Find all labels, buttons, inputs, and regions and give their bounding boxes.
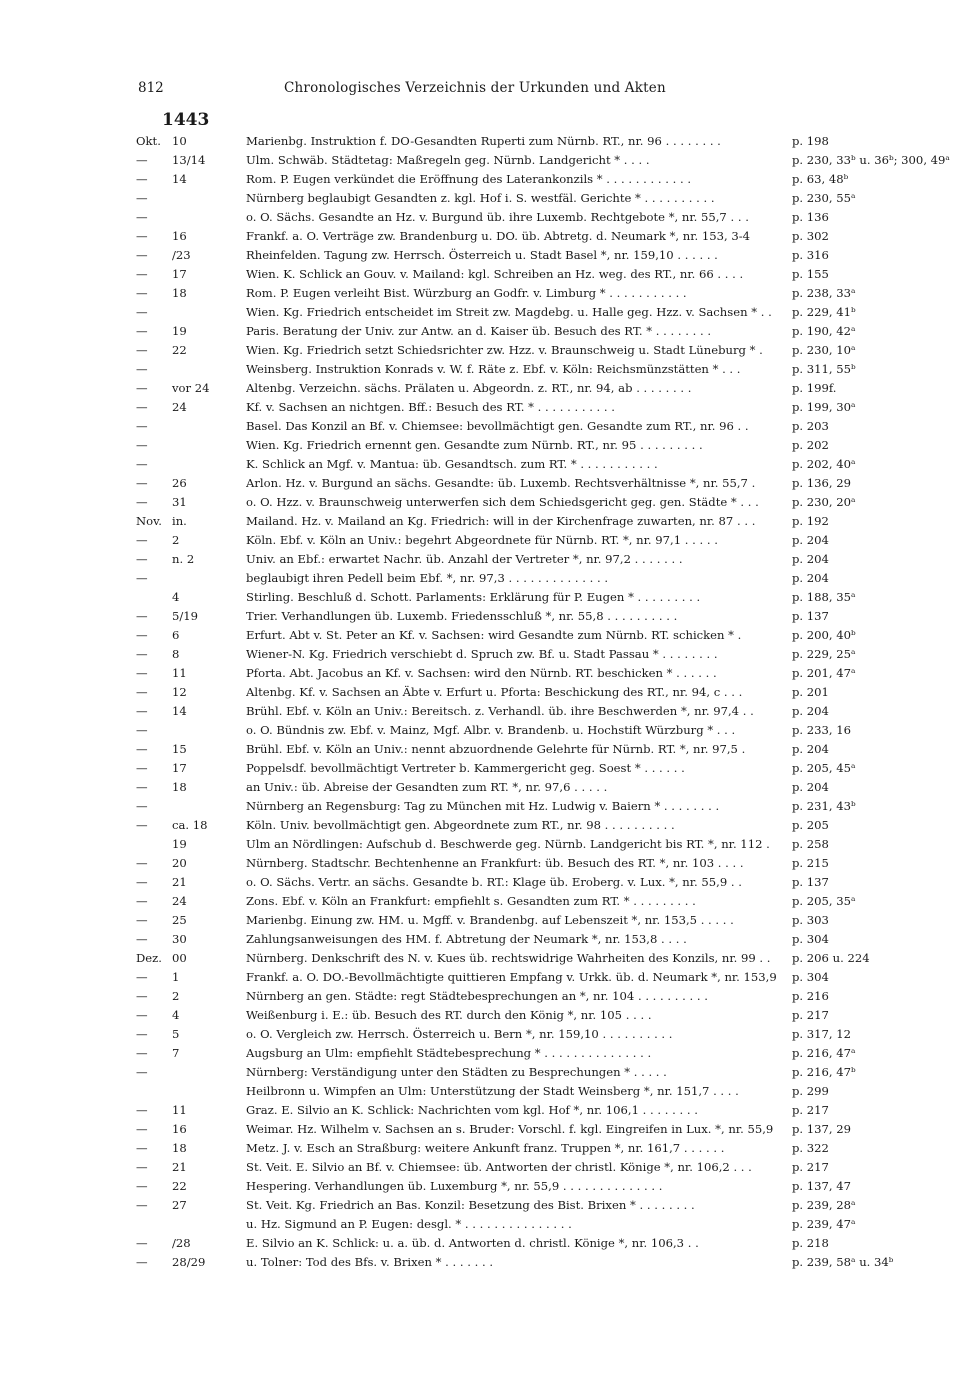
entry-page-ref: p. 155	[792, 267, 829, 281]
entry-page-ref: p. 317, 12	[792, 1027, 852, 1041]
entry-day: in.	[172, 514, 187, 528]
entry-text: Stirling. Beschluß d. Schott. Parlaments: Erklärung für P. Eugen * . . . . . . . . .	[246, 590, 701, 604]
entry-page-ref: p. 218	[792, 1236, 829, 1250]
entry-page-ref: p. 302	[792, 229, 829, 243]
entry-month: —	[136, 856, 148, 870]
entry-text: Weimar. Hz. Wilhelm v. Sachsen an s. Bruder: Vorschl. f. kgl. Eingreifen in Lux. *, nr. 55,9	[246, 1122, 774, 1136]
entry-month: Nov.	[136, 514, 162, 528]
entry-row	[136, 246, 876, 265]
entry-text: Trier. Verhandlungen üb. Luxemb. Friedensschluß *, nr. 55,8 . . . . . . . . . .	[246, 609, 678, 623]
running-title: Chronologisches Verzeichnis der Urkunden und Akten	[284, 80, 666, 96]
entry-row	[136, 816, 876, 835]
entry-text: Wien. Kg. Friedrich ernennt gen. Gesandte zum Nürnb. RT., nr. 95 . . . . . . . . .	[246, 438, 703, 452]
entry-month: —	[136, 989, 148, 1003]
entry-row	[136, 436, 876, 455]
entry-row	[136, 740, 876, 759]
entry-row	[136, 1120, 876, 1139]
entry-page-ref: p. 215	[792, 856, 829, 870]
entry-page-ref: p. 258	[792, 837, 829, 851]
entry-text: Poppelsdf. bevollmächtigt Vertreter b. Kammergericht geg. Soest * . . . . . .	[246, 761, 685, 775]
entry-page-ref: p. 199f.	[792, 381, 837, 395]
entry-row	[136, 626, 876, 645]
entry-page-ref: p. 238, 33ᵃ	[792, 286, 856, 300]
entry-page-ref: p. 198	[792, 134, 829, 148]
entry-row	[136, 930, 876, 949]
entry-page-ref: p. 136	[792, 210, 829, 224]
entry-text: St. Veit. Kg. Friedrich an Bas. Konzil: Besetzung des Bist. Brixen * . . . . . . . .	[246, 1198, 695, 1212]
entry-month: —	[136, 1179, 148, 1193]
entry-text: Univ. an Ebf.: erwartet Nachr. üb. Anzahl der Vertreter *, nr. 97,2 . . . . . . .	[246, 552, 683, 566]
entry-day: 15	[172, 742, 187, 756]
entry-text: E. Silvio an K. Schlick: u. a. üb. d. Antworten d. christl. Könige *, nr. 106,3 . .	[246, 1236, 699, 1250]
entry-page-ref: p. 204	[792, 533, 829, 547]
entry-row	[136, 1158, 876, 1177]
entry-row	[136, 569, 876, 588]
entry-month: —	[136, 1065, 148, 1079]
entry-text: Augsburg an Ulm: empfiehlt Städtebesprechung * . . . . . . . . . . . . . . .	[246, 1046, 652, 1060]
entry-page-ref: p. 304	[792, 970, 829, 984]
entry-text: Mailand. Hz. v. Mailand an Kg. Friedrich: will in der Kirchenfrage zuwarten, nr. 87 . . .	[246, 514, 756, 528]
entry-row	[136, 531, 876, 550]
entry-day: ca. 18	[172, 818, 208, 832]
entry-page-ref: p. 137, 29	[792, 1122, 852, 1136]
entry-day: 17	[172, 761, 187, 775]
entry-text: Rom. P. Eugen verkündet die Eröffnung des Laterankonzils * . . . . . . . . . . . .	[246, 172, 692, 186]
entry-page-ref: p. 216	[792, 989, 829, 1003]
entry-text: Rom. P. Eugen verleiht Bist. Würzburg an Godfr. v. Limburg * . . . . . . . . . . .	[246, 286, 687, 300]
entry-day: 5/19	[172, 609, 199, 623]
entry-day: 16	[172, 229, 187, 243]
entry-text: Kf. v. Sachsen an nichtgen. Bff.: Besuch des RT. * . . . . . . . . . . .	[246, 400, 615, 414]
entry-row	[136, 892, 876, 911]
entry-day: 28/29	[172, 1255, 206, 1269]
entry-page-ref: p. 316	[792, 248, 829, 262]
entry-list	[136, 132, 950, 1272]
entry-row	[136, 797, 876, 816]
year-heading: 1443	[162, 110, 210, 130]
entry-month: Okt.	[136, 134, 161, 148]
entry-text: St. Veit. E. Silvio an Bf. v. Chiemsee: üb. Antworten der christl. Könige *, nr. 106,2 . . .	[246, 1160, 752, 1174]
entry-month: —	[136, 476, 148, 490]
entry-month: —	[136, 723, 148, 737]
entry-month: —	[136, 1046, 148, 1060]
entry-text: o. O. Sächs. Gesandte an Hz. v. Burgund üb. ihre Luxemb. Rechtgebote *, nr. 55,7 . . .	[246, 210, 749, 224]
entry-text: Nürnberg an Regensburg: Tag zu München mit Hz. Ludwig v. Baiern * . . . . . . . .	[246, 799, 720, 813]
entry-row	[136, 417, 876, 436]
entry-day: 18	[172, 286, 187, 300]
entry-page-ref: p. 190, 42ᵃ	[792, 324, 856, 338]
entry-text: Wien. K. Schlick an Gouv. v. Mailand: kgl. Schreiben an Hz. weg. des RT., nr. 66 . . . .	[246, 267, 744, 281]
entry-text: Nürnberg. Stadtschr. Bechtenhenne an Frankfurt: üb. Besuch des RT. *, nr. 103 . . . .	[246, 856, 744, 870]
entry-row	[136, 379, 876, 398]
entry-page-ref: p. 203	[792, 419, 829, 433]
entry-row	[136, 835, 876, 854]
entry-text: Brühl. Ebf. v. Köln an Univ.: Bereitsch. z. Verhandl. üb. ihre Beschwerden *, nr. 97,4 . .	[246, 704, 754, 718]
entry-page-ref: p. 137, 47	[792, 1179, 852, 1193]
entry-row	[136, 265, 876, 284]
entry-month: —	[136, 1255, 148, 1269]
entry-text: Graz. E. Silvio an K. Schlick: Nachrichten vom kgl. Hof *, nr. 106,1 . . . . . . . .	[246, 1103, 698, 1117]
entry-row	[136, 683, 876, 702]
entry-text: Zons. Ebf. v. Köln an Frankfurt: empfiehlt s. Gesandten zum RT. * . . . . . . . . .	[246, 894, 696, 908]
entry-month: —	[136, 1198, 148, 1212]
entry-row	[136, 854, 876, 873]
entry-text: Nürnberg beglaubigt Gesandten z. kgl. Hof i. S. westfäl. Gerichte * . . . . . . . . . .	[246, 191, 715, 205]
entry-text: Pforta. Abt. Jacobus an Kf. v. Sachsen: wird den Nürnb. RT. beschicken * . . . . . .	[246, 666, 717, 680]
entry-text: Frankf. a. O. Verträge zw. Brandenburg u. DO. üb. Abtretg. d. Neumark *, nr. 153, 3-4	[246, 229, 751, 243]
entry-month: Dez.	[136, 951, 162, 965]
entry-page-ref: p. 230, 33ᵇ u. 36ᵇ; 300, 49ᵃ	[792, 153, 950, 167]
entry-day: 11	[172, 1103, 187, 1117]
entry-month: —	[136, 191, 148, 205]
entry-row	[136, 398, 876, 417]
entry-day: 1	[172, 970, 180, 984]
entry-day: 24	[172, 894, 187, 908]
entry-row	[136, 1082, 876, 1101]
entry-page-ref: p. 205	[792, 818, 829, 832]
entry-row	[136, 132, 876, 151]
entry-row	[136, 151, 950, 170]
entry-page-ref: p. 233, 16	[792, 723, 852, 737]
entry-month: —	[136, 267, 148, 281]
entry-text: Weißenburg i. E.: üb. Besuch des RT. durch den König *, nr. 105 . . . .	[246, 1008, 652, 1022]
entry-month: —	[136, 419, 148, 433]
entry-day: 00	[172, 951, 187, 965]
entry-text: Brühl. Ebf. v. Köln an Univ.: nennt abzuordnende Gelehrte für Nürnb. RT. *, nr. 97,5 .	[246, 742, 746, 756]
entry-day: 4	[172, 1008, 180, 1022]
entry-day: 21	[172, 875, 187, 889]
entry-day: 10	[172, 134, 187, 148]
entry-day: 6	[172, 628, 180, 642]
entry-text: Paris. Beratung der Univ. zur Antw. an d. Kaiser üb. Besuch des RT. * . . . . . . . .	[246, 324, 711, 338]
entry-day: 4	[172, 590, 180, 604]
entry-month: —	[136, 818, 148, 832]
entry-row	[136, 341, 876, 360]
entry-page-ref: p. 202, 40ᵃ	[792, 457, 856, 471]
entry-text: an Univ.: üb. Abreise der Gesandten zum RT. *, nr. 97,6 . . . . .	[246, 780, 608, 794]
entry-text: Marienbg. Instruktion f. DO-Gesandten Ruperti zum Nürnb. RT., nr. 96 . . . . . . . .	[246, 134, 721, 148]
entry-text: u. Tolner: Tod des Bfs. v. Brixen * . . . . . . .	[246, 1255, 494, 1269]
entry-day: /28	[172, 1236, 191, 1250]
entry-page-ref: p. 204	[792, 742, 829, 756]
entry-day: 31	[172, 495, 187, 509]
entry-text: Basel. Das Konzil an Bf. v. Chiemsee: bevollmächtigt gen. Gesandte zum RT., nr. 96 . .	[246, 419, 749, 433]
entry-month: —	[136, 894, 148, 908]
entry-page-ref: p. 217	[792, 1160, 829, 1174]
entry-month: —	[136, 799, 148, 813]
entry-row	[136, 759, 876, 778]
entry-text: o. O. Hzz. v. Braunschweig unterwerfen sich dem Schiedsgericht geg. gen. Städte * . . .	[246, 495, 759, 509]
entry-text: Weinsberg. Instruktion Konrads v. W. f. Räte z. Ebf. v. Köln: Reichsmünzstätten * . . .	[246, 362, 741, 376]
entry-page-ref: p. 311, 55ᵇ	[792, 362, 856, 376]
entry-row	[136, 588, 876, 607]
entry-month: —	[136, 666, 148, 680]
entry-month: —	[136, 381, 148, 395]
entry-row	[136, 664, 876, 683]
entry-month: —	[136, 438, 148, 452]
entry-month: —	[136, 552, 148, 566]
entry-text: Köln. Ebf. v. Köln an Univ.: begehrt Abgeordnete für Nürnb. RT. *, nr. 97,1 . . . . .	[246, 533, 718, 547]
entry-text: Arlon. Hz. v. Burgund an sächs. Gesandte: üb. Luxemb. Rechtsverhältnisse *, nr. 55,7 .	[246, 476, 756, 490]
entry-row	[136, 227, 876, 246]
entry-text: K. Schlick an Mgf. v. Mantua: üb. Gesandtsch. zum RT. * . . . . . . . . . . .	[246, 457, 658, 471]
entry-month: —	[136, 324, 148, 338]
entry-day: vor 24	[172, 381, 210, 395]
entry-month: —	[136, 742, 148, 756]
entry-day: 2	[172, 533, 180, 547]
entry-page-ref: p. 136, 29	[792, 476, 852, 490]
entry-day: 13/14	[172, 153, 206, 167]
entry-day: 21	[172, 1160, 187, 1174]
entry-page-ref: p. 188, 35ᵃ	[792, 590, 856, 604]
entry-month: —	[136, 647, 148, 661]
entry-page-ref: p. 204	[792, 571, 829, 585]
entry-row	[136, 607, 876, 626]
entry-day: 18	[172, 780, 187, 794]
entry-page-ref: p. 199, 30ᵃ	[792, 400, 856, 414]
entry-row	[136, 949, 876, 968]
entry-row	[136, 360, 876, 379]
entry-text: o. O. Sächs. Vertr. an sächs. Gesandte b. RT.: Klage üb. Eroberg. v. Lux. *, nr. 55,9 . .	[246, 875, 742, 889]
entry-page-ref: p. 299	[792, 1084, 829, 1098]
entry-page-ref: p. 63, 48ᵇ	[792, 172, 849, 186]
page-number: 812	[138, 80, 164, 96]
entry-page-ref: p. 202	[792, 438, 829, 452]
entry-month: —	[136, 1122, 148, 1136]
entry-month: —	[136, 1103, 148, 1117]
entry-row	[136, 550, 876, 569]
entry-row	[136, 1044, 876, 1063]
entry-text: Hespering. Verhandlungen üb. Luxemburg *, nr. 55,9 . . . . . . . . . . . . . .	[246, 1179, 663, 1193]
entry-month: —	[136, 1236, 148, 1250]
entry-month: —	[136, 932, 148, 946]
entry-row	[136, 873, 876, 892]
entry-month: —	[136, 970, 148, 984]
entry-month: —	[136, 457, 148, 471]
entry-day: 14	[172, 704, 187, 718]
entry-text: Nürnberg: Verständigung unter den Städten zu Besprechungen * . . . . .	[246, 1065, 667, 1079]
entry-page-ref: p. 239, 28ᵃ	[792, 1198, 856, 1212]
entry-page-ref: p. 231, 43ᵇ	[792, 799, 856, 813]
entry-text: Zahlungsanweisungen des HM. f. Abtretung der Neumark *, nr. 153,8 . . . .	[246, 932, 687, 946]
entry-month: —	[136, 780, 148, 794]
entry-page-ref: p. 230, 10ᵃ	[792, 343, 856, 357]
entry-month: —	[136, 400, 148, 414]
entry-row	[136, 303, 876, 322]
entry-text: beglaubigt ihren Pedell beim Ebf. *, nr. 97,3 . . . . . . . . . . . . . .	[246, 571, 609, 585]
entry-text: Wien. Kg. Friedrich setzt Schiedsrichter zw. Hzz. v. Braunschweig u. Stadt Lüneburg * .	[246, 343, 763, 357]
entry-page-ref: p. 303	[792, 913, 829, 927]
entry-row	[136, 1177, 876, 1196]
entry-text: Ulm. Schwäb. Städtetag: Maßregeln geg. Nürnb. Landgericht * . . . .	[246, 153, 650, 167]
entry-month: —	[136, 305, 148, 319]
entry-text: Nürnberg an gen. Städte: regt Städtebesprechungen an *, nr. 104 . . . . . . . . . .	[246, 989, 708, 1003]
entry-row	[136, 1063, 876, 1082]
entry-day: 30	[172, 932, 187, 946]
entry-day: 20	[172, 856, 187, 870]
entry-page-ref: p. 204	[792, 780, 829, 794]
entry-page-ref: p. 137	[792, 875, 829, 889]
entry-day: 2	[172, 989, 180, 1003]
entry-day: 16	[172, 1122, 187, 1136]
entry-page-ref: p. 217	[792, 1008, 829, 1022]
entry-row	[136, 474, 876, 493]
entry-text: Wien. Kg. Friedrich entscheidet im Streit zw. Magdebg. u. Halle geg. Hzz. v. Sachsen * . .	[246, 305, 772, 319]
entry-month: —	[136, 1008, 148, 1022]
entry-page-ref: p. 217	[792, 1103, 829, 1117]
entry-month: —	[136, 210, 148, 224]
page-header	[138, 80, 718, 98]
entry-day: 22	[172, 1179, 187, 1193]
entry-page-ref: p. 304	[792, 932, 829, 946]
entry-text: Heilbronn u. Wimpfen an Ulm: Unterstützung der Stadt Weinsberg *, nr. 151,7 . . . .	[246, 1084, 739, 1098]
entry-row	[136, 512, 876, 531]
entry-text: Frankf. a. O. DO.-Bevollmächtigte quittieren Empfang v. Urkk. üb. d. Neumark *, nr. 153,9	[246, 970, 777, 984]
entry-page-ref: p. 216, 47ᵃ	[792, 1046, 856, 1060]
entry-month: —	[136, 343, 148, 357]
entry-page-ref: p. 137	[792, 609, 829, 623]
entry-day: 24	[172, 400, 187, 414]
entry-day: 22	[172, 343, 187, 357]
entry-day: 26	[172, 476, 187, 490]
entry-month: —	[136, 495, 148, 509]
entry-day: 19	[172, 837, 187, 851]
entry-row	[136, 1234, 876, 1253]
entry-month: —	[136, 153, 148, 167]
entry-text: o. O. Vergleich zw. Herrsch. Österreich u. Bern *, nr. 159,10 . . . . . . . . . .	[246, 1027, 673, 1041]
entry-page-ref: p. 216, 47ᵇ	[792, 1065, 856, 1079]
entry-page-ref: p. 204	[792, 552, 829, 566]
entry-page-ref: p. 230, 20ᵃ	[792, 495, 856, 509]
entry-day: n. 2	[172, 552, 195, 566]
entry-text: Ulm an Nördlingen: Aufschub d. Beschwerde geg. Nürnb. Landgericht bis RT. *, nr. 112 .	[246, 837, 770, 851]
entry-row	[136, 284, 876, 303]
entry-page-ref: p. 322	[792, 1141, 829, 1155]
entry-text: Köln. Univ. bevollmächtigt gen. Abgeordnete zum RT., nr. 98 . . . . . . . . . .	[246, 818, 675, 832]
entry-page-ref: p. 201	[792, 685, 829, 699]
entry-month: —	[136, 229, 148, 243]
entry-text: Rheinfelden. Tagung zw. Herrsch. Österreich u. Stadt Basel *, nr. 159,10 . . . . . .	[246, 248, 718, 262]
entry-row	[136, 702, 876, 721]
entry-text: u. Hz. Sigmund an P. Eugen: desgl. * . . . . . . . . . . . . . . .	[246, 1217, 572, 1231]
entry-page-ref: p. 206 u. 224	[792, 951, 870, 965]
entry-day: 25	[172, 913, 187, 927]
entry-month: —	[136, 1027, 148, 1041]
entry-month: —	[136, 571, 148, 585]
entry-day: 17	[172, 267, 187, 281]
entry-month: —	[136, 761, 148, 775]
entry-day: 27	[172, 1198, 187, 1212]
entry-text: Erfurt. Abt v. St. Peter an Kf. v. Sachsen: wird Gesandte zum Nürnb. RT. schicken * .	[246, 628, 742, 642]
entry-page-ref: p. 239, 47ᵃ	[792, 1217, 856, 1231]
entry-day: /23	[172, 248, 191, 262]
entry-page-ref: p. 205, 45ᵃ	[792, 761, 856, 775]
entry-row	[136, 1139, 876, 1158]
entry-row	[136, 645, 876, 664]
entry-row	[136, 322, 876, 341]
entry-text: Altenbg. Verzeichn. sächs. Prälaten u. Abgeordn. z. RT., nr. 94, ab . . . . . . . .	[246, 381, 692, 395]
entry-row	[136, 1006, 876, 1025]
entry-month: —	[136, 628, 148, 642]
entry-text: Marienbg. Einung zw. HM. u. Mgff. v. Brandenbg. auf Lebenszeit *, nr. 153,5 . . . . .	[246, 913, 734, 927]
entry-page-ref: p. 229, 25ᵃ	[792, 647, 856, 661]
entry-month: —	[136, 533, 148, 547]
entry-row	[136, 208, 876, 227]
entry-month: —	[136, 248, 148, 262]
entry-day: 5	[172, 1027, 180, 1041]
entry-month: —	[136, 286, 148, 300]
entry-day: 7	[172, 1046, 180, 1060]
entry-row	[136, 493, 876, 512]
entry-row	[136, 1215, 876, 1234]
entry-page-ref: p. 204	[792, 704, 829, 718]
entry-day: 14	[172, 172, 187, 186]
entry-day: 18	[172, 1141, 187, 1155]
entry-month: —	[136, 362, 148, 376]
entry-text: Wiener-N. Kg. Friedrich verschiebt d. Spruch zw. Bf. u. Stadt Passau * . . . . . . . .	[246, 647, 718, 661]
entry-month: —	[136, 704, 148, 718]
entry-text: o. O. Bündnis zw. Ebf. v. Mainz, Mgf. Albr. v. Brandenb. u. Hochstift Würzburg * . . .	[246, 723, 736, 737]
entry-row	[136, 1025, 876, 1044]
entry-row	[136, 1196, 876, 1215]
entry-row	[136, 721, 876, 740]
entry-page-ref: p. 200, 40ᵇ	[792, 628, 856, 642]
entry-day: 8	[172, 647, 180, 661]
entry-row	[136, 987, 876, 1006]
entry-page-ref: p. 201, 47ᵃ	[792, 666, 856, 680]
entry-row	[136, 1101, 876, 1120]
entry-month: —	[136, 1160, 148, 1174]
entry-text: Altenbg. Kf. v. Sachsen an Äbte v. Erfurt u. Pforta: Beschickung des RT., nr. 94, c . . .	[246, 685, 743, 699]
entry-row	[136, 911, 876, 930]
entry-month: —	[136, 1141, 148, 1155]
entry-page-ref: p. 205, 35ᵃ	[792, 894, 856, 908]
entry-month: —	[136, 913, 148, 927]
entry-row	[136, 189, 876, 208]
entry-day: 12	[172, 685, 187, 699]
entry-row	[136, 968, 876, 987]
entry-page-ref: p. 229, 41ᵇ	[792, 305, 856, 319]
entry-page-ref: p. 239, 58ᵃ u. 34ᵇ	[792, 1255, 894, 1269]
entry-month: —	[136, 172, 148, 186]
entry-row	[136, 778, 876, 797]
entry-row	[136, 455, 876, 474]
entry-text: Metz. J. v. Esch an Straßburg: weitere Ankunft franz. Truppen *, nr. 161,7 . . . . . .	[246, 1141, 725, 1155]
entry-page-ref: p. 230, 55ᵃ	[792, 191, 856, 205]
entry-month: —	[136, 875, 148, 889]
entry-month: —	[136, 685, 148, 699]
entry-row	[136, 170, 876, 189]
entry-row	[136, 1253, 894, 1272]
entry-month: —	[136, 609, 148, 623]
entry-text: Nürnberg. Denkschrift des N. v. Kues üb. rechtswidrige Wahrheiten des Konzils, nr. 99 . .	[246, 951, 771, 965]
entry-day: 19	[172, 324, 187, 338]
entry-page-ref: p. 192	[792, 514, 829, 528]
entry-day: 11	[172, 666, 187, 680]
